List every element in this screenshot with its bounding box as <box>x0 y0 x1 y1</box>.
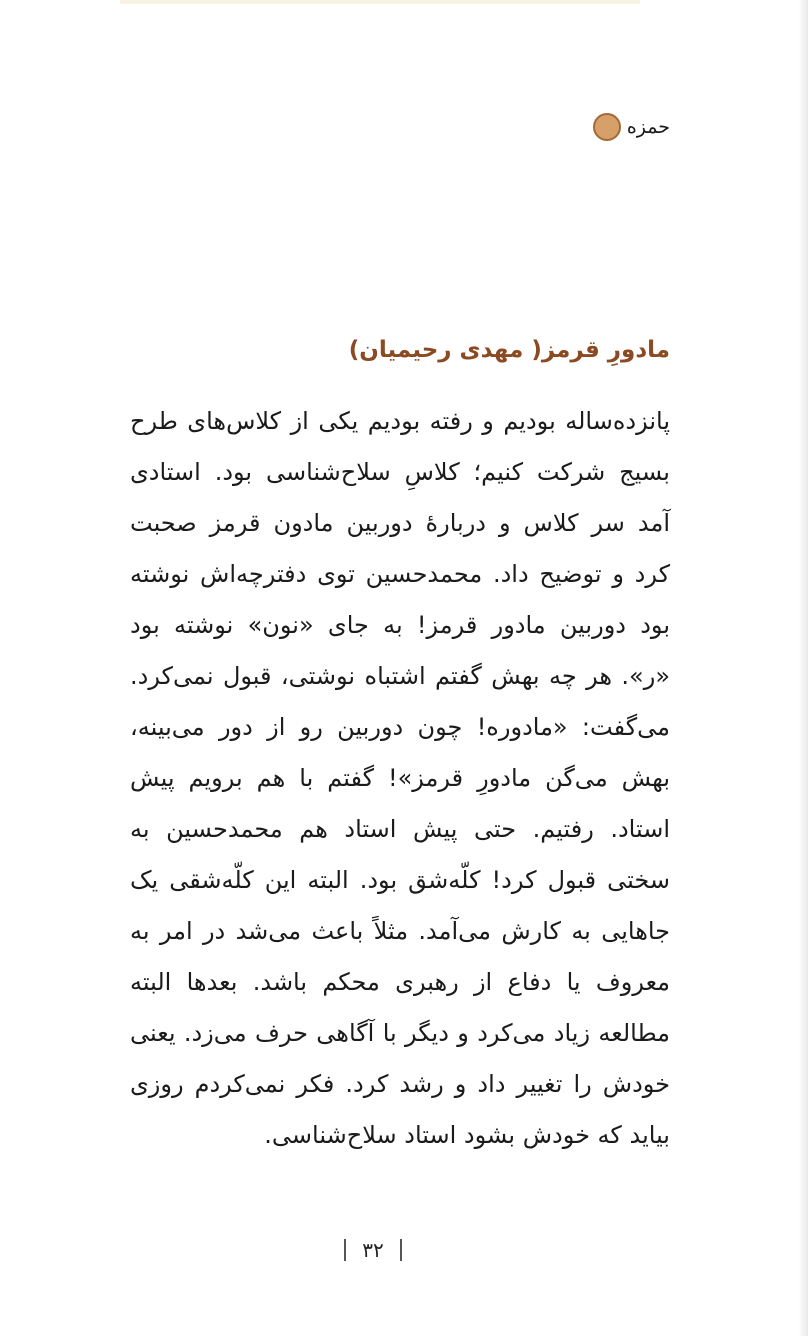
running-header <box>593 108 670 146</box>
top-page-edge <box>120 0 640 4</box>
body-text <box>130 396 670 1161</box>
body-paragraph: پانزده‌ساله بودیم و رفته بودیم یکی از کلاس‌های طرح بسیج شرکت کنیم؛ کلاسِ سلاح‌شناسی بود. استادی آمد سر کلاس و دربارهٔ دوربین مادون قرمز صحبت کرد و توضیح داد. محمدحسین توی دفترچه‌اش نوشته بود دوربین مادور قرمز! به جای «نون» نوشته بود «ر». هر چه بهش گفتم اشتباه نوشتی، قبول نمی‌کرد. می‌گفت: «مادوره! چون دوربین رو از دور می‌بینه، بهش می‌گن مادورِ قرمز»! گفتم با هم برویم پیش استاد. رفتیم. حتی پیش استاد هم محمدحسین به سختی قبول کرد! کلّه‌شق بود. البته این کلّه‌شقی یک جاهایی به کارش می‌آمد. مثلاً باعث می‌شد در امر به معروف یا دفاع از رهبری محکم باشد. بعدها البته مطالعه زیاد می‌کرد و دیگر با آگاهی حرف می‌زد. یعنی خودش را تغییر داد و رشد کرد. فکر نمی‌کردم روزی بیاید که خودش بشود استاد سلاح‌شناسی. <box>130 407 670 1149</box>
circle-bullet-icon <box>593 113 621 141</box>
page-edge-shadow <box>798 0 808 1336</box>
running-title: حمزه <box>626 115 670 138</box>
section-title: مادورِ قرمز( مهدی رحیمیان) <box>348 337 670 363</box>
divider-bar-left <box>344 1239 346 1261</box>
divider-bar-right <box>400 1239 402 1261</box>
page-footer <box>318 1232 428 1268</box>
page-number: ۳۲ <box>362 1238 384 1262</box>
